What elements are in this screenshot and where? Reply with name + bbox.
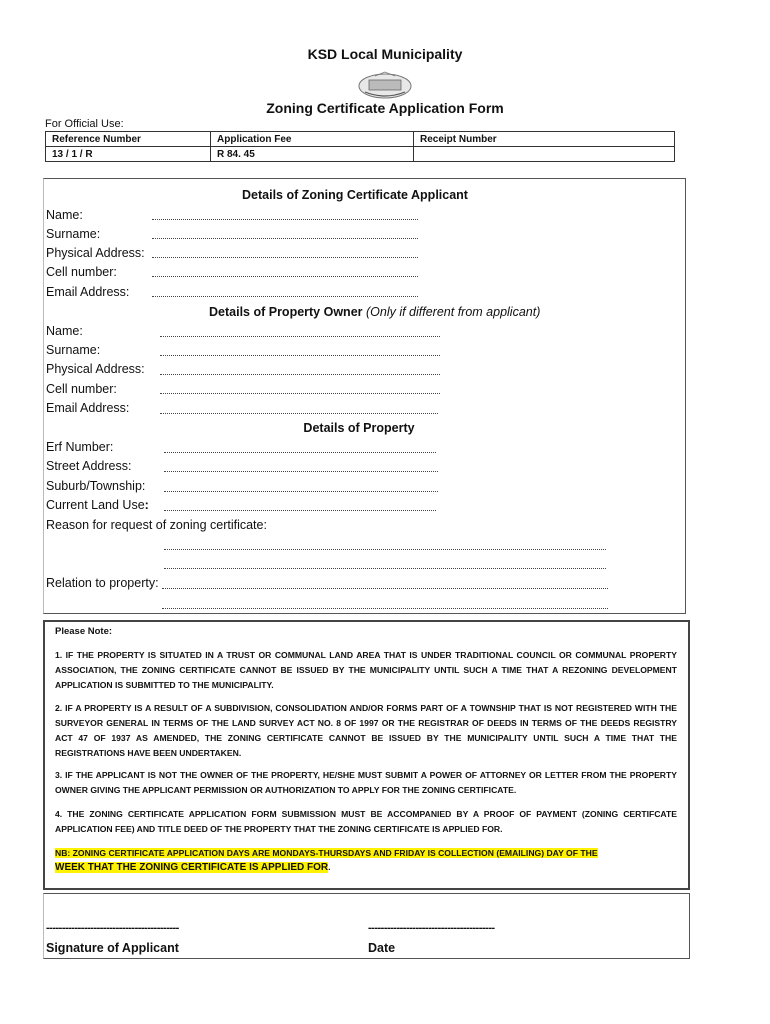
receipt-number-header: Receipt Number — [414, 132, 675, 147]
applicant-address-field[interactable] — [152, 257, 418, 258]
form-title: Zoning Certificate Application Form — [266, 100, 504, 116]
nb-note — [55, 846, 598, 875]
reference-number-header: Reference Number — [46, 132, 211, 147]
erf-number-field[interactable] — [164, 452, 436, 453]
nb-line-1: NB: ZONING CERTIFICATE APPLICATION DAYS ARE MONDAYS-THURSDAYS AND FRIDAY IS COLLECTION (EMAILING) DAY OF THE — [55, 848, 598, 858]
relation-field-line-1[interactable] — [162, 588, 608, 589]
applicant-name-label: Name: — [46, 208, 83, 222]
owner-cell-label: Cell number: — [46, 382, 117, 396]
note-item-2: 2. IF A PROPERTY IS A RESULT OF A SUBDIVISION, CONSOLIDATION AND/OR FORMS PART OF A TOWNSHIP THAT IS NOT REGISTERED WITH THE SURVEYOR GENERAL IN TERMS OF THE LAND SURVEY ACT NO. 8 OF 1997 OR THE REGISTRAR OF DEEDS IN TERMS OF THE DEEDS REGISTRY ACT 47 OF 1937 AS AMENDED, THE ZONING CERTIFICATE CANNOT BE ISSUED BY THE MUNICIPALITY UNTIL SUCH A TIME THAT THE REGISTRATIONS HAVE BEEN UNDERTAKEN. — [55, 703, 677, 758]
applicant-cell-field[interactable] — [152, 276, 418, 277]
owner-email-label: Email Address: — [46, 401, 130, 415]
nb-end: . — [328, 862, 331, 872]
applicant-email-label: Email Address: — [46, 285, 130, 299]
application-fee-value: R 84. 45 — [211, 147, 414, 162]
reason-field-line-1[interactable] — [164, 549, 606, 550]
receipt-number-value[interactable] — [414, 147, 675, 162]
relation-field-line-2[interactable] — [162, 608, 608, 609]
land-use-field[interactable] — [164, 510, 436, 511]
owner-surname-field[interactable] — [160, 355, 440, 356]
owner-heading-row — [209, 305, 540, 319]
official-use-label: For Official Use: — [45, 118, 124, 130]
applicant-address-label: Physical Address: — [46, 246, 145, 260]
owner-email-field[interactable] — [160, 413, 438, 414]
owner-surname-label: Surname: — [46, 343, 101, 357]
reason-label: Reason for request of zoning certificate: — [46, 518, 267, 532]
applicant-surname-label: Surname: — [46, 227, 101, 241]
reason-field-line-2[interactable] — [164, 568, 606, 569]
suburb-label: Suburb/Township: — [46, 479, 146, 493]
street-address-label: Street Address: — [46, 459, 132, 473]
applicant-surname-field[interactable] — [152, 238, 418, 239]
owner-name-field[interactable] — [160, 336, 440, 337]
land-use-colon: : — [144, 498, 149, 512]
applicant-heading: Details of Zoning Certificate Applicant — [242, 188, 468, 202]
reference-table — [45, 131, 675, 162]
owner-name-label: Name: — [46, 324, 83, 338]
suburb-field[interactable] — [164, 491, 438, 492]
note-item-3: 3. IF THE APPLICANT IS NOT THE OWNER OF THE PROPERTY, HE/SHE MUST SUBMIT A POWER OF ATTORNEY OR LETTER FROM THE PROPERTY OWNER GIVING THE APPLICANT PERMISSION OR AUTHORIZATION TO APPLY FOR THE ZONING CERTIFICATE. — [55, 770, 677, 795]
street-address-field[interactable] — [164, 471, 438, 472]
relation-label: Relation to property: — [46, 576, 159, 590]
applicant-name-field[interactable] — [152, 219, 418, 220]
owner-cell-field[interactable] — [160, 393, 440, 394]
owner-address-field[interactable] — [160, 374, 440, 375]
notes-heading: Please Note: — [55, 626, 113, 637]
erf-number-label: Erf Number: — [46, 440, 114, 454]
land-use-label: Current Land Use — [46, 498, 145, 512]
application-fee-header: Application Fee — [211, 132, 414, 147]
owner-heading-note: (Only if different from applicant) — [366, 305, 541, 319]
signature-label: Signature of Applicant — [46, 941, 179, 955]
municipality-title: KSD Local Municipality — [307, 46, 463, 62]
date-label: Date — [368, 941, 396, 955]
land-use-label-row — [46, 498, 149, 512]
note-item-4: 4. THE ZONING CERTIFICATE APPLICATION FORM SUBMISSION MUST BE ACCOMPANIED BY A PROOF OF PAYMENT (ZONING CERTIFCATE APPLICATION FEE) AND TITLE DEED OF THE PROPERTY THAT THE ZONING CERTIFICATE IS APPLIED FOR. — [55, 809, 677, 834]
applicant-cell-label: Cell number: — [46, 265, 117, 279]
applicant-email-field[interactable] — [152, 296, 418, 297]
note-item-1: 1. IF THE PROPERTY IS SITUATED IN A TRUST OR COMMUNAL LAND AREA THAT IS UNDER TRADITIONAL COUNCIL OR COMMUNAL PROPERTY ASSOCIATION, THE ZONING CERTIFICATE CANNOT BE ISSUED BY THE MUNICIPALITY UNTIL SUCH A TIME THAT A REZONING DEVELOPMENT APPLICATION IS SUBMITTED TO THE MUNICIPALITY. — [55, 650, 677, 690]
date-line[interactable]: ---------------------------------------- — [368, 922, 495, 934]
signature-line[interactable]: ------------------------------------------ — [46, 922, 179, 934]
owner-heading: Details of Property Owner — [209, 305, 363, 319]
property-heading: Details of Property — [303, 421, 415, 435]
reference-number-value: 13 / 1 / R — [46, 147, 211, 162]
owner-address-label: Physical Address: — [46, 362, 145, 376]
nb-line-2: WEEK THAT THE ZONING CERTIFICATE IS APPLIED FOR — [55, 862, 329, 873]
municipal-logo — [357, 70, 413, 100]
